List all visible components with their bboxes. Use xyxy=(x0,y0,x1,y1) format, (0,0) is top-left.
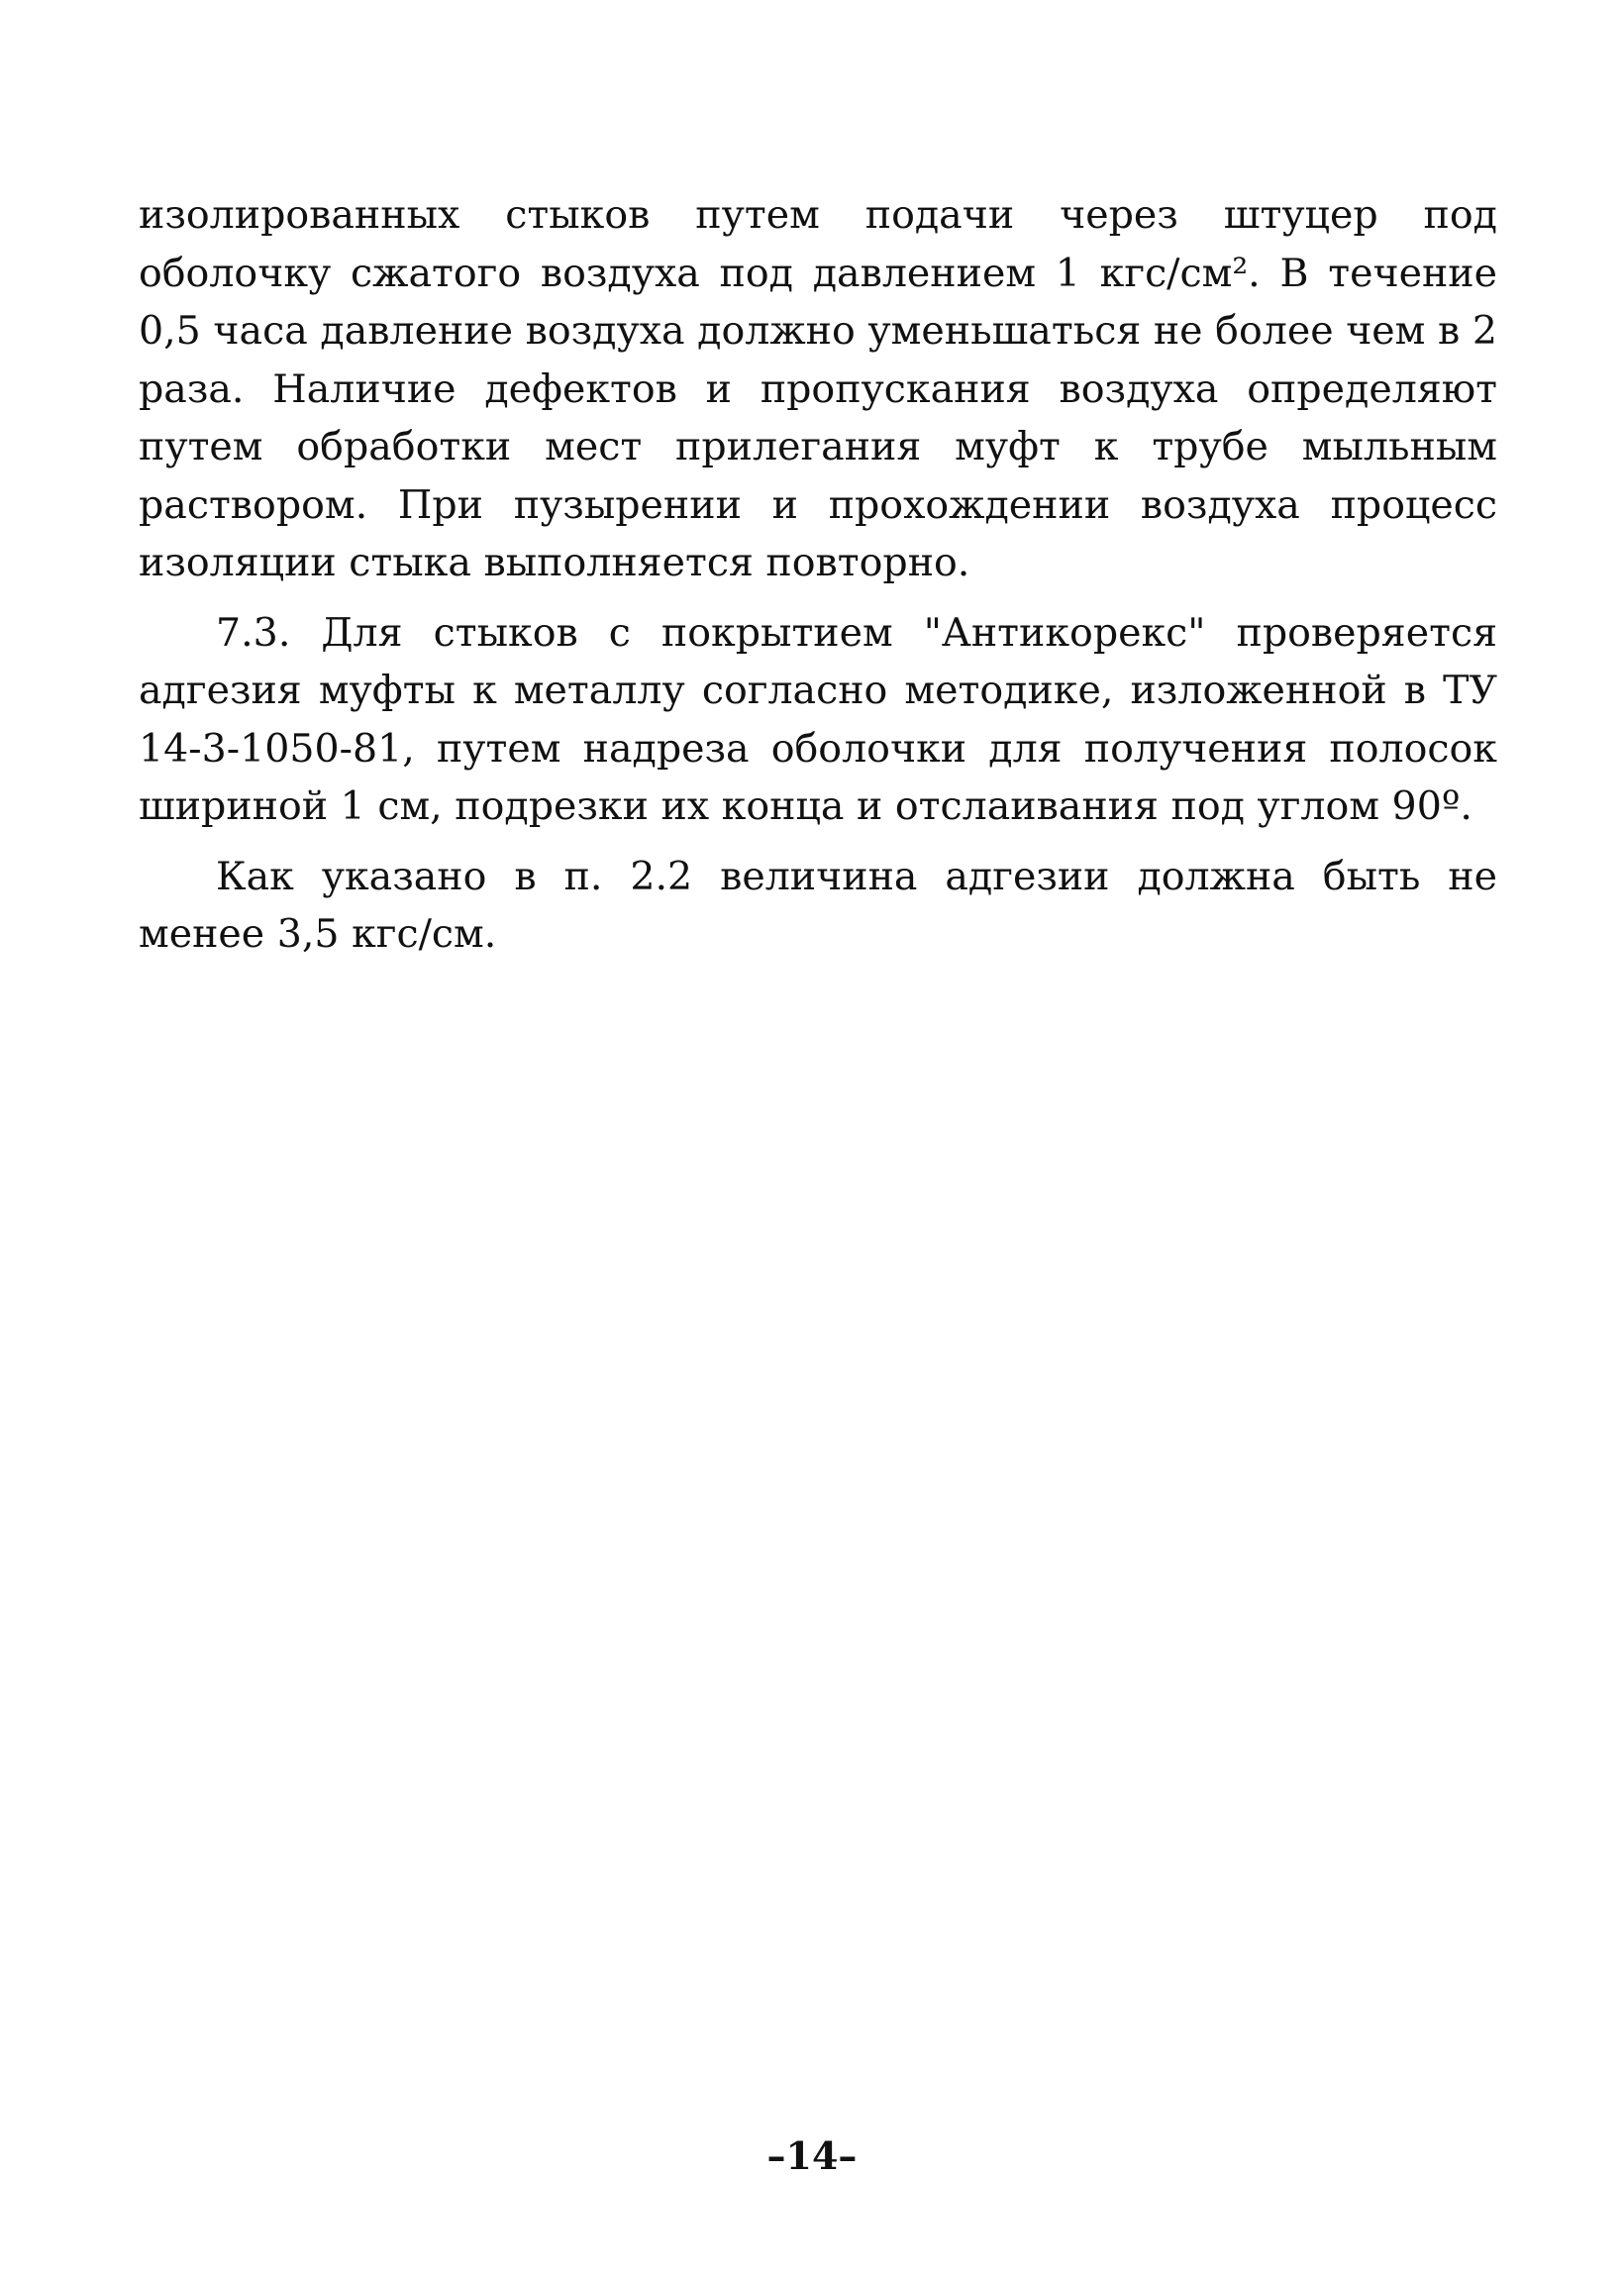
page-number: –14– xyxy=(766,2133,858,2178)
page-body xyxy=(139,186,1497,964)
paragraph-7-3-adhesion-check: 7.3. Для стыков с покрытием "Антикорекс" проверяется адгезия муфты к металлу согласно методике, изложенной в ТУ 14-3-1050-81, путем надреза оболочки для получения полосок шириной 1 см, подрезки их конца и отслаивания под углом 90º. xyxy=(139,609,1497,829)
paragraph-adhesion-minimum: Как указано в п. 2.2 величина адгезии должна быть не менее 3,5 кгс/см. xyxy=(139,853,1497,957)
paragraph-air-pressure-test: изолированных стыков путем подачи через штуцер под оболочку сжатого воздуха под давлением 1 кгс/см². В течение 0,5 часа давление воздуха должно уменьшаться не более чем в 2 раза. Наличие дефектов и пропускания воздуха определяют путем обработки мест прилегания муфт к трубе мыльным раствором. При пузырении и прохождении воздуха процесс изоляции стыка выполняется повторно. xyxy=(139,192,1497,585)
